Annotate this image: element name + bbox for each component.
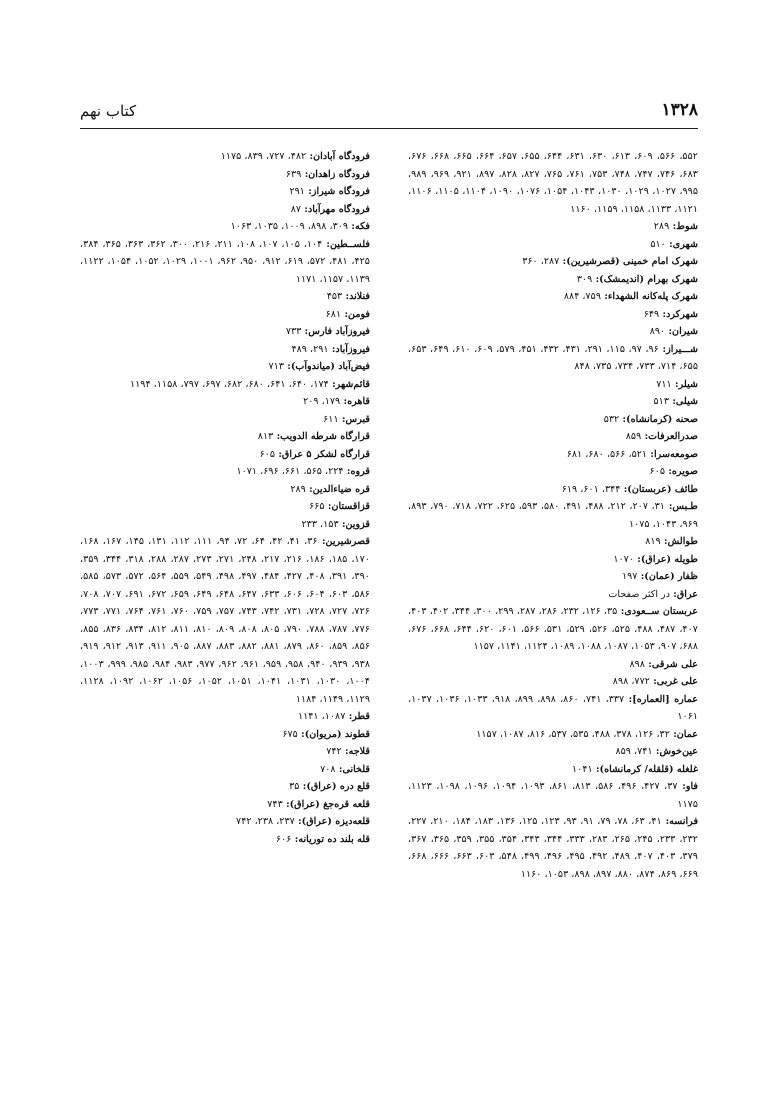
index-pages: ۶۰۶ — [275, 833, 292, 845]
index-pages: ۶۷۵ — [282, 728, 298, 740]
index-entry — [80, 796, 370, 814]
index-pages: ۶۱۱ — [323, 413, 339, 425]
index-term: فلســطین : — [322, 239, 370, 250]
index-term: فیض‌آباد (میاندوآب) : — [284, 361, 370, 372]
index-entry — [408, 778, 698, 813]
index-entry — [408, 428, 698, 446]
index-entry — [408, 761, 698, 779]
index-term: فکه : — [348, 221, 370, 232]
index-entry — [408, 586, 698, 604]
index-pages: ۷۷۲، ۸۹۸ — [612, 676, 650, 687]
index-entry — [80, 778, 370, 796]
index-entry — [408, 691, 698, 726]
index-entry — [408, 673, 698, 691]
index-pages: ۱۹۷ — [621, 571, 638, 582]
index-term: قروه : — [344, 466, 370, 477]
index-term: قزوین : — [339, 519, 370, 530]
index-term: شهرک بهرام (اندیمشک) : — [592, 274, 698, 285]
index-entry — [408, 148, 698, 218]
index-pages: ۷۰۸ — [320, 763, 336, 775]
index-entry — [408, 568, 698, 586]
index-entry — [408, 253, 698, 271]
index-entry — [80, 323, 370, 341]
index-pages: ۴۱، ۶۳، ۷۸، ۷۹، ۹۱، ۹۳، ۱۲۳، ۱۲۵، ۱۳۶، ۱۸۳، ۱۸۴، ۲۱۰، ۲۲۷، ۲۳۲، ۲۳۳، ۲۴۵، ۲۶۵، ۲۸۳، ۳۳۳، ۳۴۴، ۳۴۳، ۳۵۴، ۳۵۵، ۳۵۹، ۳۶۵، ۳۶۷، ۳۷۹، ۴۰۳، ۴۰۷، ۴۸۹، ۴۹۲، ۴۹۵، ۴۹۶، ۴۹۹، ۵۴۸، ۶۰۳، ۶۶۳، ۶۶۶، ۶۶۸، ۶۶۹، ۸۶۹، ۸۷۴، ۸۸۰، ۸۹۷، ۸۹۸، ۱۰۵۳، ۱۱۶۰ — [408, 816, 698, 880]
index-term: قائم‌شهر : — [329, 379, 370, 390]
index-pages: ۷۱۱ — [656, 378, 672, 390]
index-entry — [408, 323, 698, 341]
index-term: شهرکرد : — [659, 309, 698, 320]
index-term: عربستان ســعودی : — [617, 606, 698, 617]
index-pages: ۷۵۹، ۸۸۴ — [563, 291, 601, 302]
index-pages: ۳۵، ۱۲۶، ۲۳۲، ۲۸۶، ۲۸۷، ۲۹۹، ۳۰۰، ۳۴۴، ۴۰۲، ۴۰۳، ۴۰۷، ۴۸۷، ۴۸۸، ۵۲۵، ۵۲۶، ۵۲۹، ۵۳۱، ۵۶۶، ۶۰۱، ۶۲۰، ۶۴۴، ۶۶۸، ۶۷۶، ۶۸۸، ۹۰۷، ۱۰۵۳، ۱۰۸۷، ۱۰۸۸، ۱۰۸۹، ۱۱۲۴، ۱۱۴۱، ۱۱۵۷ — [408, 606, 698, 652]
index-entry — [408, 411, 698, 429]
index-term: قلعه‌دیزه (عراق) : — [295, 816, 370, 827]
index-pages: ۹۶، ۹۷، ۱۱۵، ۲۹۱، ۴۳۱، ۴۳۲، ۴۵۱، ۵۷۹، ۶۰۹، ۶۱۰، ۶۴۹، ۶۵۳، ۶۵۵، ۷۱۴، ۷۳۳، ۷۳۴، ۷۳۵، ۸۴۸ — [408, 343, 698, 372]
index-pages: ۸۵۹ — [625, 431, 642, 442]
index-pages: ۷۴۱، ۸۵۹ — [615, 746, 653, 757]
index-pages: ۸۹۰ — [649, 326, 666, 337]
index-term: قرارگاه لشکر ۵ عراق : — [275, 449, 370, 460]
index-pages: ۲۸۹ — [290, 483, 306, 495]
index-term: شیلی : — [669, 396, 698, 407]
index-entry — [408, 341, 698, 376]
index-entry — [408, 656, 698, 674]
index-term: فرانسه : — [662, 816, 698, 827]
index-entry — [80, 306, 370, 324]
index-entry — [408, 551, 698, 569]
index-term: قزاقستان : — [325, 501, 370, 512]
index-pages: ۶۳۹ — [285, 168, 302, 180]
index-pages: ۶۰۵ — [259, 448, 276, 460]
index-entry — [80, 463, 370, 481]
index-entry — [408, 813, 698, 883]
index-entry — [80, 148, 370, 166]
index-term: فرودگاه مهرآباد : — [301, 204, 370, 215]
index-term: عمان : — [670, 729, 698, 740]
index-term: فاو : — [678, 781, 698, 792]
index-term: فرودگاه شیراز : — [305, 186, 370, 197]
index-entry — [80, 183, 370, 201]
index-entry — [408, 271, 698, 289]
index-entry — [80, 341, 370, 359]
index-term: فرودگاه زاهدان : — [301, 169, 370, 180]
index-pages: ۷۳۳ — [285, 326, 302, 337]
index-entry — [408, 306, 698, 324]
index-entry — [408, 288, 698, 306]
index-entry — [80, 218, 370, 236]
index-term: ظفار (عمان) : — [637, 571, 698, 582]
index-term: قله بلند ده توریانه : — [291, 834, 370, 845]
index-entry — [80, 533, 370, 708]
index-pages: ۲۹۱ — [289, 186, 305, 197]
index-entry — [408, 218, 698, 236]
index-entry — [80, 831, 370, 849]
index-pages: ۴۸۲، ۷۲۷، ۸۳۹، ۱۱۷۵ — [220, 151, 307, 162]
index-entry — [80, 393, 370, 411]
index-pages: ۳۶، ۴۱، ۴۲، ۶۴، ۷۲، ۹۴، ۱۱۱، ۱۱۲، ۱۳۱، ۱۴۵، ۱۶۷، ۱۶۸، ۱۷۰، ۱۸۵، ۱۸۶، ۲۱۶، ۲۱۷، ۲۴۸، ۲۷۱، ۲۷۳، ۲۸۷، ۲۸۸، ۳۱۸، ۳۴۴، ۳۵۹، ۳۹۰، ۳۹۱، ۴۰۸، ۴۲۷، ۴۸۴، ۴۹۷، ۴۹۸، ۵۴۹، ۵۵۹، ۵۶۴، ۵۷۲، ۵۷۳، ۵۸۵، ۵۸۶، ۶۰۳، ۶۰۴، ۶۰۶، ۶۳۳، ۶۴۷، ۶۴۸، ۶۴۹، ۶۵۹، ۶۷۲، ۶۹۱، ۷۰۷، ۷۰۸، ۷۲۶، ۷۲۷، ۷۲۸، ۷۳۱، ۷۴۲، ۷۴۳، ۷۵۷، ۷۵۹، ۷۶۰، ۷۶۱، ۷۶۴، ۷۷۱، ۷۷۳، ۷۷۶، ۷۸۷، ۷۸۸، ۷۹۰، ۸۰۵، ۸۰۸، ۸۰۹، ۸۱۰، ۸۱۱، ۸۱۲، ۸۳۴، ۸۳۶، ۸۵۵، ۸۵۶، ۸۵۹، ۸۶۰، ۸۷۹، ۸۸۱، ۸۸۲، ۸۸۳، ۸۸۷، ۹۰۵، ۹۱۱، ۹۱۳، ۹۱۲، ۹۱۹، ۹۳۸، ۹۳۹، ۹۴۰، ۹۵۸، ۹۵۹، ۹۶۱، ۹۶۲، ۹۷۷، ۹۸۳، ۹۸۴، ۹۸۵، ۹۹۹، ۱۰۰۳، ۱۰۰۴، ۱۰۳۰، ۱۰۳۱، ۱۰۴۱، ۱۰۵۱، ۱۰۵۲، ۱۰۵۶، ۱۰۶۲، ۱۰۹۲، ۱۱۲۸، ۱۱۲۹، ۱۱۴۹، ۱۱۸۴ — [80, 536, 370, 705]
index-pages: ۲۲۴، ۵۶۵، ۶۶۱، ۶۹۶، ۱۰۷۱ — [236, 466, 344, 477]
index-term: صحنه (کرمانشاه) : — [619, 414, 698, 425]
index-pages: ۲۸۹ — [653, 221, 670, 232]
page-header — [80, 90, 698, 120]
index-term: طـبس : — [665, 501, 698, 512]
index-term: فیروزآباد : — [329, 344, 370, 355]
index-pages: ۳۴۴، ۶۰۱، ۶۱۹ — [561, 483, 621, 495]
index-term: شیران : — [665, 326, 698, 337]
index-pages: ۱۰۸۷، ۱۱۴۱ — [297, 711, 346, 722]
index-entry — [80, 813, 370, 831]
index-pages: ۳۲، ۱۲۶، ۳۷۸، ۴۸۸، ۵۳۵، ۵۳۷، ۸۱۶، ۱۰۸۷، ۱۱۵۷ — [476, 728, 670, 740]
index-pages: ۲۳۷، ۲۳۸، ۷۴۲ — [236, 816, 295, 827]
index-pages: ۵۵۲، ۵۶۶، ۶۰۹، ۶۱۳، ۶۳۰، ۶۳۱، ۶۴۴، ۶۵۵، ۶۵۷، ۶۶۴، ۶۶۵، ۶۶۸، ۶۷۶، ۶۸۳، ۷۴۶، ۷۴۷، ۷۴۸، ۷۵۳، ۷۶۱، ۷۶۵، ۸۲۷، ۸۲۸، ۸۹۷، ۹۲۱، ۹۶۹، ۹۸۹، ۹۹۵، ۱۰۲۷، ۱۰۲۹، ۱۰۳۰، ۱۰۴۳، ۱۰۵۴، ۱۰۷۶، ۱۰۹۰، ۱۱۰۴، ۱۱۰۵، ۱۱۰۶، ۱۱۲۱، ۱۱۳۳، ۱۱۵۸، ۱۱۵۹، ۱۱۶۰ — [408, 151, 698, 215]
index-term: شـــیراز : — [659, 344, 698, 355]
index-term: طویله (عراق) : — [634, 554, 698, 565]
index-entry — [80, 761, 370, 779]
index-entry — [80, 411, 370, 429]
index-pages: ۶۶۵ — [309, 501, 325, 512]
index-term: شوط : — [669, 221, 698, 232]
index-pages: ۳۳۷، ۷۴۱، ۸۶۰، ۸۹۸، ۸۹۹، ۹۱۸، ۱۰۳۳، ۱۰۳۶، ۱۰۳۷، ۱۰۶۱ — [408, 693, 698, 722]
index-pages: ۱۷۹، ۲۰۹ — [303, 396, 341, 407]
index-entry — [80, 481, 370, 499]
index-entry — [80, 428, 370, 446]
index-pages: ۶۰۵ — [649, 466, 666, 477]
index-entry — [80, 288, 370, 306]
page-number: ۱۳۲۸ — [661, 100, 698, 120]
index-term: عماره [العماره] : — [624, 694, 698, 705]
index-pages: ۷۴۲ — [326, 746, 342, 757]
index-entry — [80, 358, 370, 376]
index-pages: ۳۱، ۲۰۷، ۲۱۲، ۴۸۸، ۴۹۱، ۵۸۰، ۵۹۳، ۶۲۵، ۷۲۲، ۷۱۸، ۷۹۰، ۸۹۳، ۹۶۹، ۱۰۴۳، ۱۰۷۵ — [408, 501, 698, 530]
index-term: قرارگاه شرطه الدویب : — [273, 431, 370, 442]
index-entry — [80, 201, 370, 219]
index-term: قلع دره (عراق) : — [299, 781, 370, 792]
index-pages: ۵۱۳ — [653, 396, 669, 407]
index-entry — [80, 708, 370, 726]
index-entry — [408, 498, 698, 533]
index-pages: ۸۷ — [290, 203, 302, 215]
index-pages: ۸۹۸ — [629, 658, 645, 670]
index-term: قاهره : — [340, 396, 370, 407]
index-entry — [80, 726, 370, 744]
index-pages: ۶۸۱ — [325, 308, 342, 320]
index-term: فیروزآباد فارس : — [301, 326, 370, 337]
index-term: علی شرقی : — [645, 659, 698, 670]
index-entry — [80, 166, 370, 184]
index-term: شیلر : — [672, 379, 698, 390]
index-pages: ۱۰۷۰ — [613, 553, 634, 565]
index-term: شهرک امام خمینی (قصرشیرین) : — [559, 256, 698, 267]
index-term: قبرس : — [339, 414, 370, 425]
index-term: قلخانی : — [336, 764, 370, 775]
index-entry — [408, 236, 698, 254]
index-pages: ۱۷۴، ۶۴۰، ۶۴۱، ۶۸۰، ۶۸۲، ۶۹۷، ۷۹۷، ۱۱۵۸، ۱۱۹۴ — [130, 378, 329, 390]
index-entry — [408, 446, 698, 464]
book-title: کتاب نهم — [80, 102, 137, 120]
index-entry — [408, 533, 698, 551]
index-column-right — [408, 148, 698, 883]
index-entry — [80, 236, 370, 289]
index-term: طوالش : — [661, 536, 698, 547]
index-pages: ۷۱۳ — [268, 361, 284, 372]
index-pages: ۶۴۹ — [643, 308, 660, 320]
index-pages: ۲۹۱، ۴۸۹ — [291, 343, 329, 355]
index-term: صدرالعرفات : — [641, 431, 698, 442]
index-column-left — [80, 148, 370, 848]
index-pages: ۱۰۴، ۱۰۵، ۱۰۷، ۱۰۸، ۲۱۱، ۲۱۶، ۳۰۰، ۳۶۲، ۳۶۳، ۳۶۵، ۳۸۴، ۴۲۵، ۴۸۱، ۵۷۲، ۶۱۹، ۹۱۲، ۹۵۰، ۹۶۲، ۱۰۰۱، ۱۰۲۹، ۱۰۵۲، ۱۰۵۴، ۱۱۲۲، ۱۱۳۹، ۱۱۵۷، ۱۱۷۱ — [80, 238, 370, 285]
index-term: عین‌خوش : — [653, 746, 698, 757]
header-divider — [80, 128, 698, 129]
index-entry — [80, 446, 370, 464]
index-term: قصرشیرین : — [318, 536, 370, 547]
index-pages: ۸۱۳ — [257, 431, 274, 442]
index-entry — [80, 376, 370, 394]
index-pages: ۳۵ — [289, 781, 300, 792]
index-pages: ۱۰۴۱ — [572, 763, 593, 775]
index-pages: ۵۱۰ — [650, 238, 666, 250]
index-pages: ۲۸۷، ۳۶۰ — [522, 256, 560, 267]
index-pages: ۳۰۹، ۸۹۸، ۱۰۰۹، ۱۰۳۵، ۱۰۶۳ — [230, 221, 349, 232]
index-pages: ۳۰۹ — [576, 273, 593, 285]
index-term: علی غربی : — [650, 676, 698, 687]
index-pages: ۸۱۹ — [645, 536, 661, 547]
index-entry — [408, 603, 698, 656]
index-entry — [80, 743, 370, 761]
index-term: فومن : — [341, 309, 370, 320]
index-term: قلعه قره‌جغ (عراق) : — [283, 799, 370, 810]
index-pages: ۱۵۳، ۲۳۳ — [301, 518, 339, 530]
index-term: قلاجه : — [342, 746, 370, 757]
index-term: غلغله (قلقله/ کرمانشاه) : — [593, 764, 698, 775]
index-term: فنلاند : — [342, 291, 370, 302]
index-pages: ۵۲۱، ۵۶۶، ۶۸۰، ۶۸۱ — [566, 448, 648, 460]
index-term: عراق : — [670, 589, 698, 600]
index-entry — [408, 481, 698, 499]
index-term: فرودگاه آبادان : — [306, 151, 370, 162]
index-entry — [408, 376, 698, 394]
index-term: قطوند (مریوان) : — [298, 729, 370, 740]
index-term: شهرک پلەکانه الشهداء : — [601, 291, 698, 302]
index-entry — [408, 393, 698, 411]
index-term: صویره : — [665, 466, 698, 477]
index-pages: ۳۷، ۴۲۷، ۴۹۶، ۵۸۶، ۸۱۳، ۸۶۱، ۱۰۹۳، ۱۰۹۴، ۱۰۹۶، ۱۰۹۸، ۱۱۲۳، ۱۱۷۵ — [408, 781, 698, 810]
index-term: صومعه‌سرا : — [647, 449, 698, 460]
index-pages: ۴۵۳ — [326, 291, 343, 302]
index-entry — [408, 463, 698, 481]
index-pages: ۵۳۲ — [603, 413, 620, 425]
index-entry — [408, 726, 698, 744]
index-pages: در اکثر صفحات — [608, 588, 670, 600]
index-term: قره ضیاءالدین : — [306, 484, 370, 495]
index-term: طائف (عربستان) : — [620, 484, 698, 495]
index-term: شهری : — [666, 239, 698, 250]
index-pages: ۷۴۳ — [267, 798, 283, 810]
index-entry — [80, 516, 370, 534]
index-entry — [80, 498, 370, 516]
index-term: قطر : — [345, 711, 370, 722]
index-entry — [408, 743, 698, 761]
